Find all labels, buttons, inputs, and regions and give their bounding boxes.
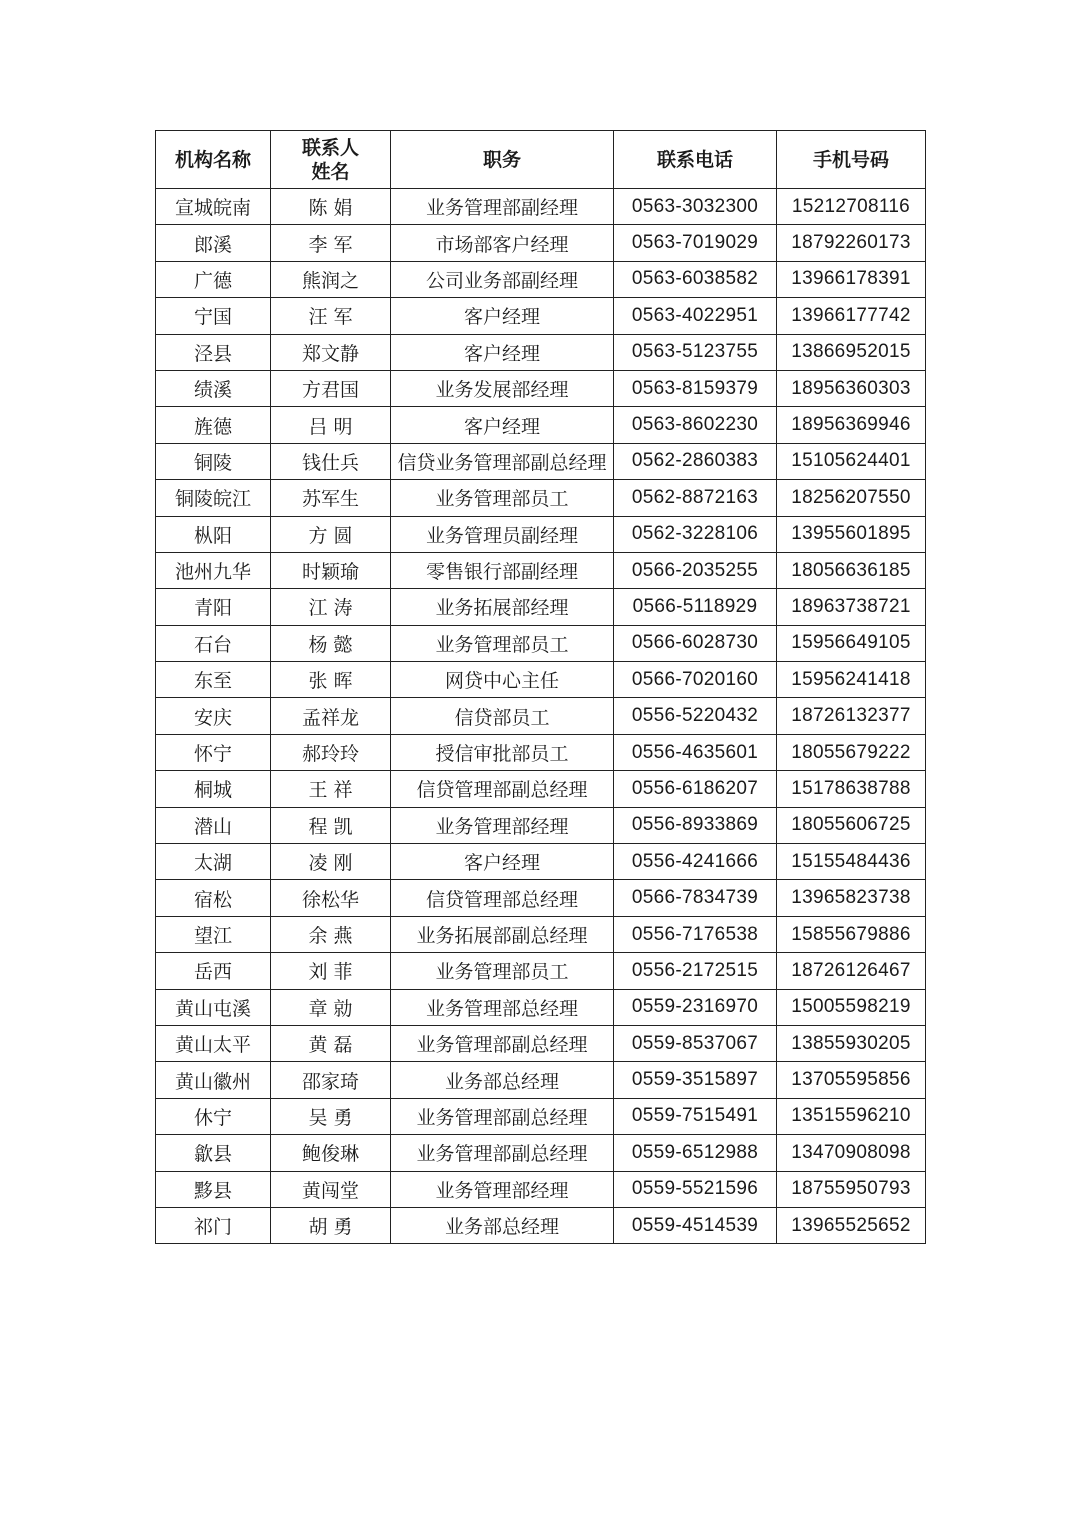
- cell-mobile: 18726132377: [777, 698, 926, 734]
- cell-mobile: 18256207550: [777, 480, 926, 516]
- cell-mobile: 13965823738: [777, 880, 926, 916]
- cell-org: 歙县: [156, 1135, 271, 1171]
- cell-position: 信贷管理部总经理: [391, 880, 614, 916]
- cell-contact-name: 杨 懿: [271, 625, 391, 661]
- cell-phone: 0556-8933869: [614, 807, 777, 843]
- cell-mobile: 18755950793: [777, 1171, 926, 1207]
- table-row: [156, 516, 926, 552]
- cell-mobile: 18056636185: [777, 552, 926, 588]
- header-mobile: 手机号码: [777, 131, 926, 189]
- cell-org: 潜山: [156, 807, 271, 843]
- cell-org: 广德: [156, 261, 271, 297]
- cell-org: 祁门: [156, 1207, 271, 1243]
- cell-phone: 0563-8159379: [614, 370, 777, 406]
- cell-contact-name: 黄闯堂: [271, 1171, 391, 1207]
- table-row: [156, 334, 926, 370]
- cell-mobile: 18055606725: [777, 807, 926, 843]
- cell-contact-name: 孟祥龙: [271, 698, 391, 734]
- table-header: [156, 131, 926, 189]
- cell-phone: 0563-4022951: [614, 298, 777, 334]
- cell-mobile: 13966178391: [777, 261, 926, 297]
- cell-org: 宣城皖南: [156, 189, 271, 225]
- cell-contact-name: 余 燕: [271, 916, 391, 952]
- cell-position: 业务管理部副总经理: [391, 1098, 614, 1134]
- cell-mobile: 18956369946: [777, 407, 926, 443]
- cell-phone: 0556-4241666: [614, 844, 777, 880]
- cell-position: 业务管理部副经理: [391, 189, 614, 225]
- contacts-table: [155, 130, 926, 1244]
- cell-phone: 0559-5521596: [614, 1171, 777, 1207]
- cell-org: 青阳: [156, 589, 271, 625]
- table-row: [156, 189, 926, 225]
- header-contact-line2: 姓名: [311, 160, 350, 183]
- cell-contact-name: 时颖瑜: [271, 552, 391, 588]
- cell-contact-name: 胡 勇: [271, 1207, 391, 1243]
- table-row: [156, 370, 926, 406]
- cell-position: 信贷管理部副总经理: [391, 771, 614, 807]
- cell-phone: 0559-7515491: [614, 1098, 777, 1134]
- cell-mobile: 13705595856: [777, 1062, 926, 1098]
- cell-org: 黄山徽州: [156, 1062, 271, 1098]
- cell-phone: 0562-8872163: [614, 480, 777, 516]
- header-contact: [271, 131, 391, 189]
- cell-mobile: 15212708116: [777, 189, 926, 225]
- cell-org: 铜陵皖江: [156, 480, 271, 516]
- cell-phone: 0566-7020160: [614, 662, 777, 698]
- cell-position: 业务部总经理: [391, 1207, 614, 1243]
- cell-org: 泾县: [156, 334, 271, 370]
- cell-position: 网贷中心主任: [391, 662, 614, 698]
- cell-phone: 0563-5123755: [614, 334, 777, 370]
- cell-phone: 0556-6186207: [614, 771, 777, 807]
- cell-phone: 0562-2860383: [614, 443, 777, 479]
- table-row: [156, 443, 926, 479]
- table-row: [156, 916, 926, 952]
- cell-mobile: 13966177742: [777, 298, 926, 334]
- cell-phone: 0556-7176538: [614, 916, 777, 952]
- cell-mobile: 18055679222: [777, 734, 926, 770]
- cell-position: 业务部总经理: [391, 1062, 614, 1098]
- cell-position: 业务管理部员工: [391, 480, 614, 516]
- table-row: [156, 1171, 926, 1207]
- cell-position: 业务管理部经理: [391, 1171, 614, 1207]
- cell-contact-name: 凌 刚: [271, 844, 391, 880]
- cell-org: 石台: [156, 625, 271, 661]
- cell-contact-name: 程 凯: [271, 807, 391, 843]
- cell-contact-name: 熊润之: [271, 261, 391, 297]
- cell-position: 市场部客户经理: [391, 225, 614, 261]
- table-row: [156, 407, 926, 443]
- cell-position: 客户经理: [391, 844, 614, 880]
- cell-position: 授信审批部员工: [391, 734, 614, 770]
- cell-contact-name: 苏军生: [271, 480, 391, 516]
- cell-org: 岳西: [156, 953, 271, 989]
- cell-position: 业务管理员副经理: [391, 516, 614, 552]
- cell-mobile: 13965525652: [777, 1207, 926, 1243]
- cell-mobile: 13955601895: [777, 516, 926, 552]
- cell-phone: 0562-3228106: [614, 516, 777, 552]
- cell-mobile: 18726126467: [777, 953, 926, 989]
- cell-phone: 0566-7834739: [614, 880, 777, 916]
- cell-contact-name: 章 勍: [271, 989, 391, 1025]
- cell-phone: 0563-8602230: [614, 407, 777, 443]
- cell-org: 怀宁: [156, 734, 271, 770]
- cell-mobile: 18792260173: [777, 225, 926, 261]
- cell-org: 宁国: [156, 298, 271, 334]
- table-row: [156, 698, 926, 734]
- cell-contact-name: 钱仕兵: [271, 443, 391, 479]
- cell-phone: 0559-8537067: [614, 1025, 777, 1061]
- cell-contact-name: 陈 娟: [271, 189, 391, 225]
- cell-phone: 0559-4514539: [614, 1207, 777, 1243]
- cell-position: 客户经理: [391, 334, 614, 370]
- cell-phone: 0556-4635601: [614, 734, 777, 770]
- header-contact-line1: 联系人: [301, 136, 359, 159]
- table-row: [156, 1207, 926, 1243]
- cell-phone: 0566-6028730: [614, 625, 777, 661]
- cell-position: 业务发展部经理: [391, 370, 614, 406]
- cell-mobile: 13866952015: [777, 334, 926, 370]
- cell-contact-name: 黄 磊: [271, 1025, 391, 1061]
- cell-contact-name: 吕 明: [271, 407, 391, 443]
- cell-phone: 0563-3032300: [614, 189, 777, 225]
- cell-contact-name: 王 祥: [271, 771, 391, 807]
- cell-contact-name: 张 晖: [271, 662, 391, 698]
- cell-contact-name: 吴 勇: [271, 1098, 391, 1134]
- header-position: 职务: [391, 131, 614, 189]
- cell-org: 安庆: [156, 698, 271, 734]
- table-row: [156, 480, 926, 516]
- table-row: [156, 552, 926, 588]
- cell-contact-name: 方 圆: [271, 516, 391, 552]
- table-row: [156, 1025, 926, 1061]
- table-row: [156, 298, 926, 334]
- cell-phone: 0559-6512988: [614, 1135, 777, 1171]
- cell-phone: 0566-2035255: [614, 552, 777, 588]
- cell-contact-name: 江 涛: [271, 589, 391, 625]
- cell-contact-name: 郑文静: [271, 334, 391, 370]
- cell-position: 信贷部员工: [391, 698, 614, 734]
- header-row: [156, 131, 926, 189]
- cell-phone: 0556-2172515: [614, 953, 777, 989]
- table-row: [156, 625, 926, 661]
- cell-position: 业务管理部员工: [391, 625, 614, 661]
- cell-mobile: 15855679886: [777, 916, 926, 952]
- cell-org: 池州九华: [156, 552, 271, 588]
- table-row: [156, 662, 926, 698]
- cell-org: 桐城: [156, 771, 271, 807]
- table-row: [156, 771, 926, 807]
- cell-mobile: 15105624401: [777, 443, 926, 479]
- cell-phone: 0563-6038582: [614, 261, 777, 297]
- cell-org: 郎溪: [156, 225, 271, 261]
- cell-contact-name: 郝玲玲: [271, 734, 391, 770]
- cell-position: 零售银行部副经理: [391, 552, 614, 588]
- cell-contact-name: 李 军: [271, 225, 391, 261]
- cell-mobile: 15005598219: [777, 989, 926, 1025]
- table-row: [156, 844, 926, 880]
- cell-contact-name: 刘 菲: [271, 953, 391, 989]
- cell-position: 客户经理: [391, 298, 614, 334]
- cell-contact-name: 徐松华: [271, 880, 391, 916]
- cell-mobile: 18956360303: [777, 370, 926, 406]
- table-row: [156, 1135, 926, 1171]
- cell-position: 业务管理部总经理: [391, 989, 614, 1025]
- cell-position: 业务管理部副总经理: [391, 1135, 614, 1171]
- cell-position: 业务拓展部副总经理: [391, 916, 614, 952]
- cell-org: 太湖: [156, 844, 271, 880]
- cell-mobile: 15956241418: [777, 662, 926, 698]
- cell-mobile: 13855930205: [777, 1025, 926, 1061]
- table-body: [156, 189, 926, 1244]
- cell-position: 信贷业务管理部副总经理: [391, 443, 614, 479]
- cell-org: 宿松: [156, 880, 271, 916]
- cell-phone: 0559-3515897: [614, 1062, 777, 1098]
- cell-org: 黄山太平: [156, 1025, 271, 1061]
- cell-mobile: 15956649105: [777, 625, 926, 661]
- cell-org: 铜陵: [156, 443, 271, 479]
- cell-mobile: 13515596210: [777, 1098, 926, 1134]
- cell-phone: 0556-5220432: [614, 698, 777, 734]
- cell-contact-name: 鲍俊琳: [271, 1135, 391, 1171]
- cell-org: 休宁: [156, 1098, 271, 1134]
- cell-org: 旌德: [156, 407, 271, 443]
- table-row: [156, 261, 926, 297]
- cell-position: 业务管理部副总经理: [391, 1025, 614, 1061]
- table-row: [156, 1062, 926, 1098]
- cell-mobile: 13470908098: [777, 1135, 926, 1171]
- table-row: [156, 1098, 926, 1134]
- cell-mobile: 15178638788: [777, 771, 926, 807]
- cell-org: 东至: [156, 662, 271, 698]
- table-row: [156, 953, 926, 989]
- table-row: [156, 807, 926, 843]
- cell-org: 望江: [156, 916, 271, 952]
- cell-org: 绩溪: [156, 370, 271, 406]
- header-phone: 联系电话: [614, 131, 777, 189]
- table-row: [156, 989, 926, 1025]
- cell-position: 业务拓展部经理: [391, 589, 614, 625]
- cell-contact-name: 邵家琦: [271, 1062, 391, 1098]
- cell-phone: 0566-5118929: [614, 589, 777, 625]
- cell-mobile: 18963738721: [777, 589, 926, 625]
- cell-position: 业务管理部经理: [391, 807, 614, 843]
- cell-contact-name: 汪 军: [271, 298, 391, 334]
- table-row: [156, 880, 926, 916]
- cell-position: 业务管理部员工: [391, 953, 614, 989]
- cell-org: 黟县: [156, 1171, 271, 1207]
- header-org: 机构名称: [156, 131, 271, 189]
- cell-org: 黄山屯溪: [156, 989, 271, 1025]
- table-row: [156, 225, 926, 261]
- cell-mobile: 15155484436: [777, 844, 926, 880]
- cell-position: 客户经理: [391, 407, 614, 443]
- cell-phone: 0563-7019029: [614, 225, 777, 261]
- cell-org: 枞阳: [156, 516, 271, 552]
- cell-position: 公司业务部副经理: [391, 261, 614, 297]
- cell-contact-name: 方君国: [271, 370, 391, 406]
- table-row: [156, 589, 926, 625]
- cell-phone: 0559-2316970: [614, 989, 777, 1025]
- table-row: [156, 734, 926, 770]
